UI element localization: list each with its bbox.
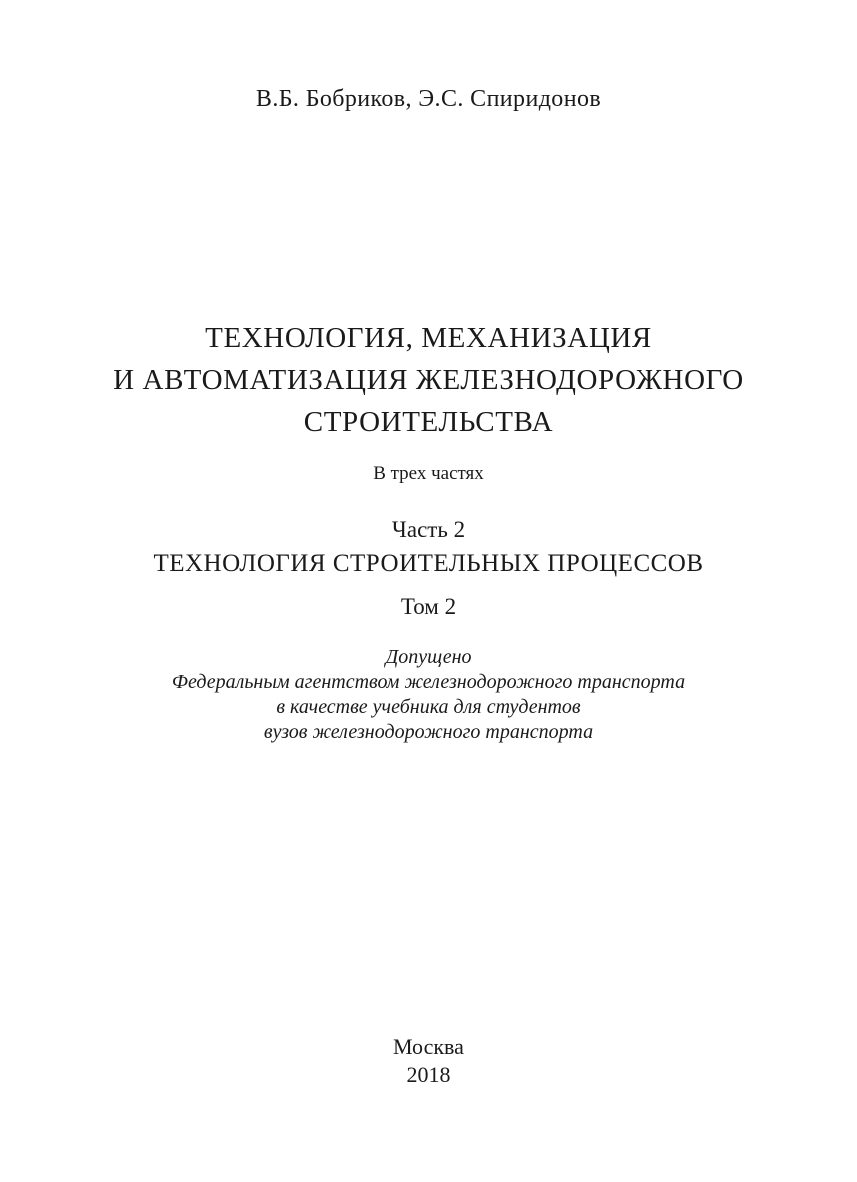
approval-line-4: вузов железнодорожного транспорта (263, 721, 594, 743)
approval-line-2: Федеральным агентством железнодорожного транспорта (171, 671, 686, 693)
book-title-line-1: ТЕХНОЛОГИЯ, МЕХАНИЗАЦИЯ (205, 322, 652, 354)
part-label: Часть 2 (391, 517, 466, 542)
part-title: ТЕХНОЛОГИЯ СТРОИТЕЛЬНЫХ ПРОЦЕССОВ (153, 550, 704, 577)
imprint-year: 2018 (406, 1062, 451, 1087)
approval-line-1: Допущено (385, 646, 472, 668)
imprint-city: Москва (393, 1034, 464, 1059)
approval-statement (0, 645, 857, 745)
book-title-line-2: И АВТОМАТИЗАЦИЯ ЖЕЛЕЗНОДОРОЖНОГО (113, 364, 744, 396)
book-title-line-3: СТРОИТЕЛЬСТВА (303, 406, 554, 438)
approval-line-3: в качестве учебника для студентов (276, 696, 581, 718)
parts-note: В трех частях (373, 463, 484, 484)
book-title (0, 317, 857, 443)
authors: В.Б. Бобриков, Э.С. Спиридонов (255, 86, 602, 112)
volume-label: Том 2 (400, 594, 457, 619)
